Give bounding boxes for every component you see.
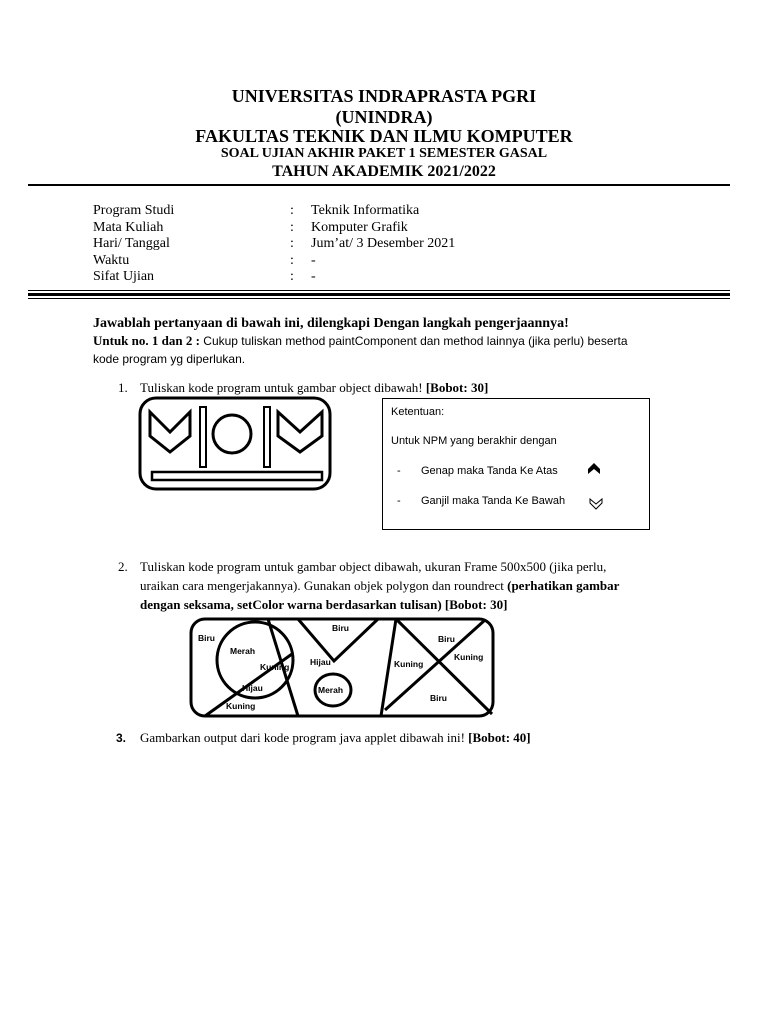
rules-title: Ketentuan: — [391, 406, 445, 418]
rules-odd: Ganjil maka Tanda Ke Bawah — [421, 495, 566, 507]
note-instruction — [93, 332, 693, 368]
q1-circle — [213, 415, 251, 453]
main-instruction: Jawablah pertanyaan di bawah ini, dilengkapi Dengan langkah pengerjaannya! — [93, 316, 569, 331]
q3-weight: [Bobot: 40] — [468, 730, 531, 745]
info-label: Hari/ Tanggal — [93, 236, 170, 251]
info-label: Mata Kuliah — [93, 219, 164, 235]
info-separator: : — [290, 236, 294, 251]
rules-dash: - — [397, 495, 401, 507]
university-abbrev: (UNINDRA) — [335, 107, 433, 127]
q1-bar-right — [264, 407, 270, 467]
info-rule-middle — [28, 293, 730, 296]
q2-label-merah: Merah — [318, 685, 344, 695]
q1-weight: [Bobot: 30] — [425, 380, 489, 395]
up-arrow-icon — [587, 462, 601, 476]
info-label: Program Studi — [93, 203, 175, 218]
q2-label-biru: Biru — [332, 623, 349, 633]
q1-rules-box — [382, 398, 650, 530]
q1-chevron-right — [278, 412, 322, 452]
q2-label-biru: Biru — [430, 693, 447, 703]
rules-even: Genap maka Tanda Ke Atas — [421, 465, 558, 477]
info-rule-top — [28, 290, 730, 291]
q1-chevron-left — [150, 412, 190, 452]
note-text-line2: kode program yg diperlukan. — [93, 352, 246, 366]
rules-dash: - — [397, 465, 401, 477]
info-label: Sifat Ujian — [93, 269, 155, 284]
down-arrow-icon — [589, 497, 603, 511]
university-name: UNIVERSITAS INDRAPRASTA PGRI — [231, 86, 537, 106]
info-separators — [290, 203, 294, 286]
note-text: Cukup tuliskan method paintComponent dan method lainnya (jika perlu) beserta — [199, 334, 628, 348]
exam-title: SOAL UJIAN AKHIR PAKET 1 SEMESTER GASAL — [220, 146, 548, 161]
info-labels — [93, 203, 174, 286]
q2-line1: Tuliskan kode program untuk gambar object dibawah, ukuran Frame 500x500 (jika perlu, — [140, 559, 607, 574]
info-separator: : — [290, 219, 294, 235]
q2-label-kuning: Kuning — [226, 701, 256, 711]
q2-label-merah: Merah — [230, 646, 256, 656]
info-values — [311, 203, 455, 286]
q1-question: Tuliskan kode program untuk gambar object dibawah! — [140, 380, 426, 395]
info-separator: : — [290, 203, 294, 218]
q2-figure — [188, 616, 498, 720]
info-value: - — [311, 252, 316, 268]
info-separator: : — [290, 252, 294, 268]
q2-line2-plain: uraikan cara mengerjakannya). Gunakan objek polygon dan roundrect — [140, 578, 508, 593]
q1-figure — [130, 392, 340, 498]
q2-label-hijau: Hijau — [310, 657, 331, 667]
faculty-name: FAKULTAS TEKNIK DAN ILMU KOMPUTER — [195, 126, 573, 146]
q3-text — [140, 728, 531, 747]
info-separator: : — [290, 269, 294, 284]
info-value: Komputer Grafik — [311, 219, 408, 235]
academic-year: TAHUN AKADEMIK 2021/2022 — [272, 163, 496, 180]
header-rule — [28, 184, 730, 186]
note-bold: Untuk no. 1 dan 2 : — [93, 333, 200, 348]
info-label: Waktu — [93, 252, 130, 268]
q3-question: Gambarkan output dari kode program java applet dibawah ini! — [140, 730, 469, 745]
rules-intro: Untuk NPM yang berakhir dengan — [391, 435, 557, 447]
q2-line2 — [140, 576, 700, 595]
q2-line2-bold: (perhatikan gambar — [507, 578, 620, 593]
q2-label-kuning: Kuning — [260, 662, 290, 672]
q1-number: 1. — [118, 380, 128, 395]
info-value: Jum’at/ 3 Desember 2021 — [311, 236, 456, 251]
info-rule-bottom — [28, 298, 730, 299]
q1-bar-left — [200, 407, 206, 467]
info-value: - — [311, 269, 316, 284]
q2-line3: dengan seksama, setColor warna berdasarkan tulisan) [Bobot: 30] — [140, 597, 508, 612]
info-value: Teknik Informatika — [311, 203, 420, 218]
q3-number: 3. — [116, 731, 127, 745]
q2-label-kuning: Kuning — [454, 652, 484, 662]
q2-label-biru: Biru — [438, 634, 455, 644]
q2-label-biru: Biru — [198, 633, 215, 643]
q1-rounded-frame — [140, 398, 330, 489]
q2-text — [140, 557, 700, 614]
q2-label-kuning: Kuning — [394, 659, 424, 669]
q2-number: 2. — [118, 559, 128, 574]
q1-base-bar — [152, 472, 322, 480]
q2-label-hijau: Hijau — [242, 683, 263, 693]
